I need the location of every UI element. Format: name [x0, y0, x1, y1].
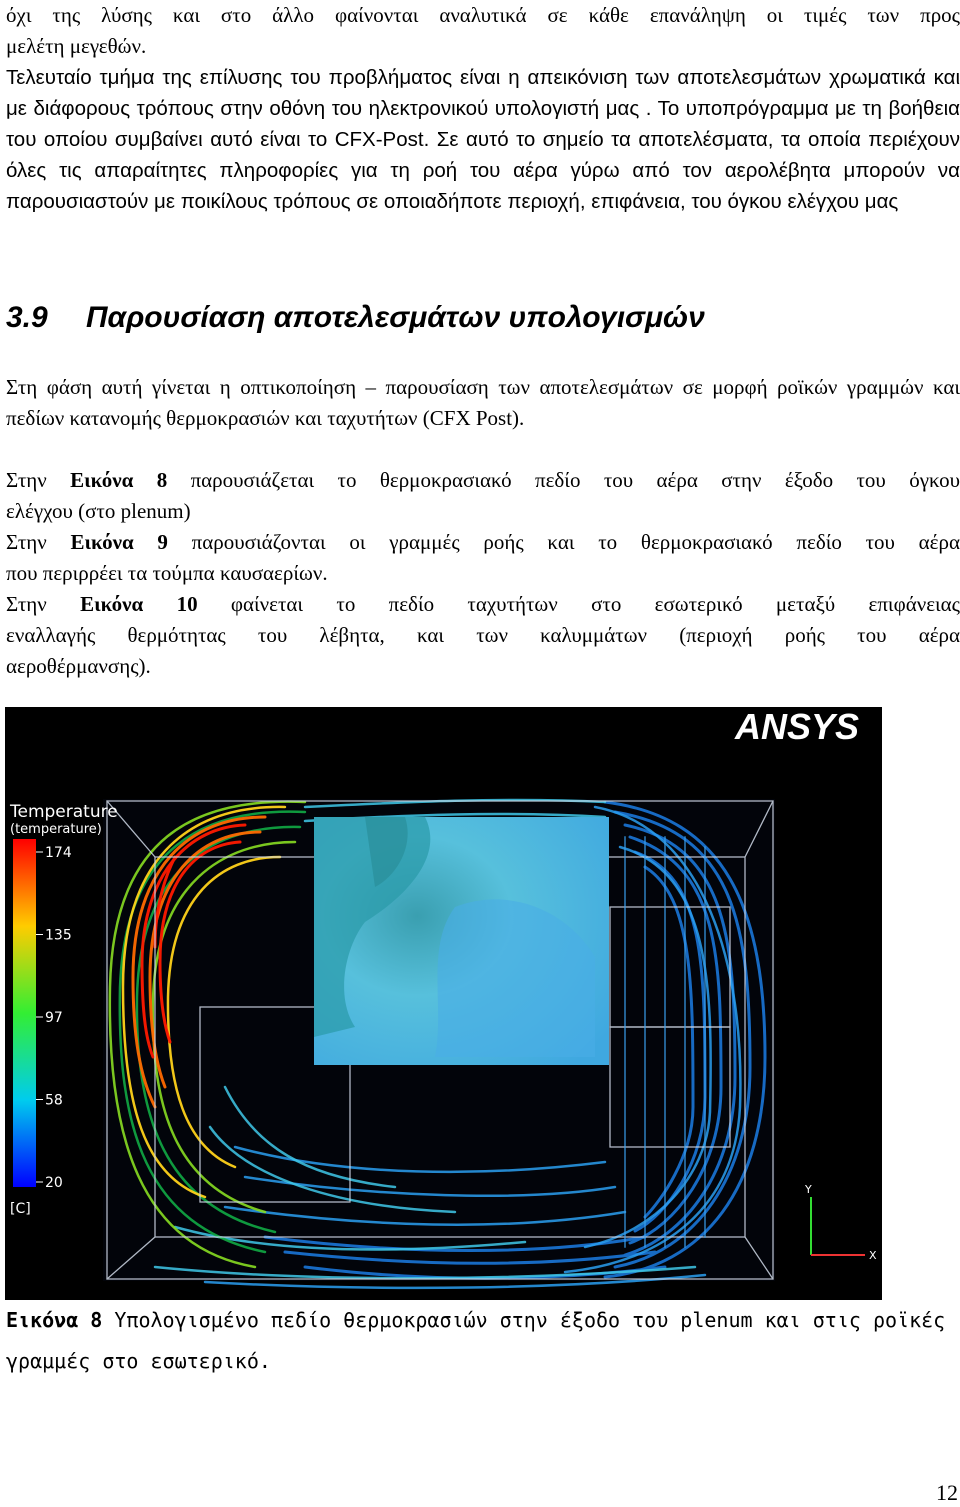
legend-tick-label: 135	[45, 927, 72, 944]
figure-caption	[6, 1300, 956, 1382]
s3-pre: Στην	[6, 592, 81, 616]
legend-tick-label: 20	[45, 1175, 63, 1191]
body-sentence-3-cont-1: εναλλαγής θερμότητας του λέβητα, και των καλυμμάτων (περιοχή ροής του αέρα	[6, 623, 960, 647]
body-sentence-2-cont: που περιρρέει τα τούμπα καυσαερίων.	[6, 561, 328, 585]
body-sentence-1-cont: ελέγχου (στο plenum)	[6, 499, 191, 523]
cfd-plot	[5, 707, 882, 1300]
intro-line-2: μελέτη μεγεθών.	[6, 34, 147, 58]
s1-post: παρουσιάζεται το θερμοκρασιακό πεδίο του αέρα στην έξοδο του όγκου	[167, 468, 960, 492]
page-number: 12	[936, 1480, 958, 1505]
legend-color-bar	[13, 839, 36, 1187]
legend-tick-label: 174	[45, 845, 72, 861]
ansys-logo: ANSYS	[735, 707, 860, 747]
axis-x-label: X	[869, 1249, 877, 1262]
figure-temperature-field	[5, 707, 882, 1300]
caption-text: Υπολογισμένο πεδίο θερμοκρασιών στην έξοδο του plenum και στις ροϊκές γραμμές στο εσωτερικό.	[6, 1308, 946, 1373]
section-number: 3.9	[6, 301, 48, 334]
caption-label: Εικόνα 8	[6, 1308, 103, 1332]
intro-line-1: όχι της λύσης και στο άλλο φαίνονται αναλυτικά σε κάθε επανάληψη οι τιμές των προς	[6, 3, 960, 27]
fig10-ref: Εικόνα 10	[80, 592, 198, 616]
body-paragraph-1: Στη φάση αυτή γίνεται η οπτικοποίηση – παρουσίαση των αποτελεσμάτων σε μορφή ροϊκών γραμμών και πεδίων κατανομής θερμοκρασιών και ταχυτήτων (CFX Post).	[6, 375, 960, 430]
body-sentence-3	[6, 589, 960, 620]
legend-tick-label: 58	[45, 1092, 63, 1109]
s3-post: φαίνεται το πεδίο ταχυτήτων στο εσωτερικό μεταξύ επιφάνειας	[197, 592, 960, 616]
axis-y-label: Y	[805, 1183, 812, 1196]
legend-unit: [C]	[10, 1201, 31, 1217]
section-title: Παρουσίαση αποτελεσμάτων υπολογισμών	[86, 301, 705, 334]
fig9-ref: Εικόνα 9	[70, 530, 168, 554]
body-sentence-2	[6, 527, 960, 558]
body-sentence-3-cont-2: αεροθέρμανσης).	[6, 654, 151, 678]
intro-paragraph: Τελευταίο τμήμα της επίλυσης του προβλήματος είναι η απεικόνιση των αποτελεσμάτων χρωματικά και με διάφορους τρόπους στην οθόνη του ηλεκτρονικού υπολογιστή μας . Το υποπρόγραμμα με τη βοήθεια του οποίου συμβαίνει αυτό είναι το CFX-Post. Σε αυτό το σημείο τα αποτελέσματα, τα οποία περιέχουν όλες τις απαραίτητες πληροφορίες για τη ροή του αέρα γύρω από τον αερολέβητα μπορούν να παρουσιαστούν με ποικίλους τρόπους σε οποιαδήποτε περιοχή, επιφάνεια, του όγκου ελέγχου μας	[6, 66, 960, 213]
plenum-outlet-plane	[314, 817, 609, 1065]
s2-pre: Στην	[6, 530, 71, 554]
s2-post: παρουσιάζονται οι γραμμές ροής και το θερμοκρασιακό πεδίο του αέρα	[167, 530, 960, 554]
legend-subtitle: (temperature)	[10, 822, 102, 837]
fig8-ref: Εικόνα 8	[70, 468, 168, 492]
section-heading	[6, 296, 705, 340]
legend-title: Temperature	[10, 802, 118, 822]
legend-tick-label: 97	[45, 1010, 63, 1026]
s1-pre: Στην	[6, 468, 71, 492]
body-sentence-1	[6, 465, 960, 496]
